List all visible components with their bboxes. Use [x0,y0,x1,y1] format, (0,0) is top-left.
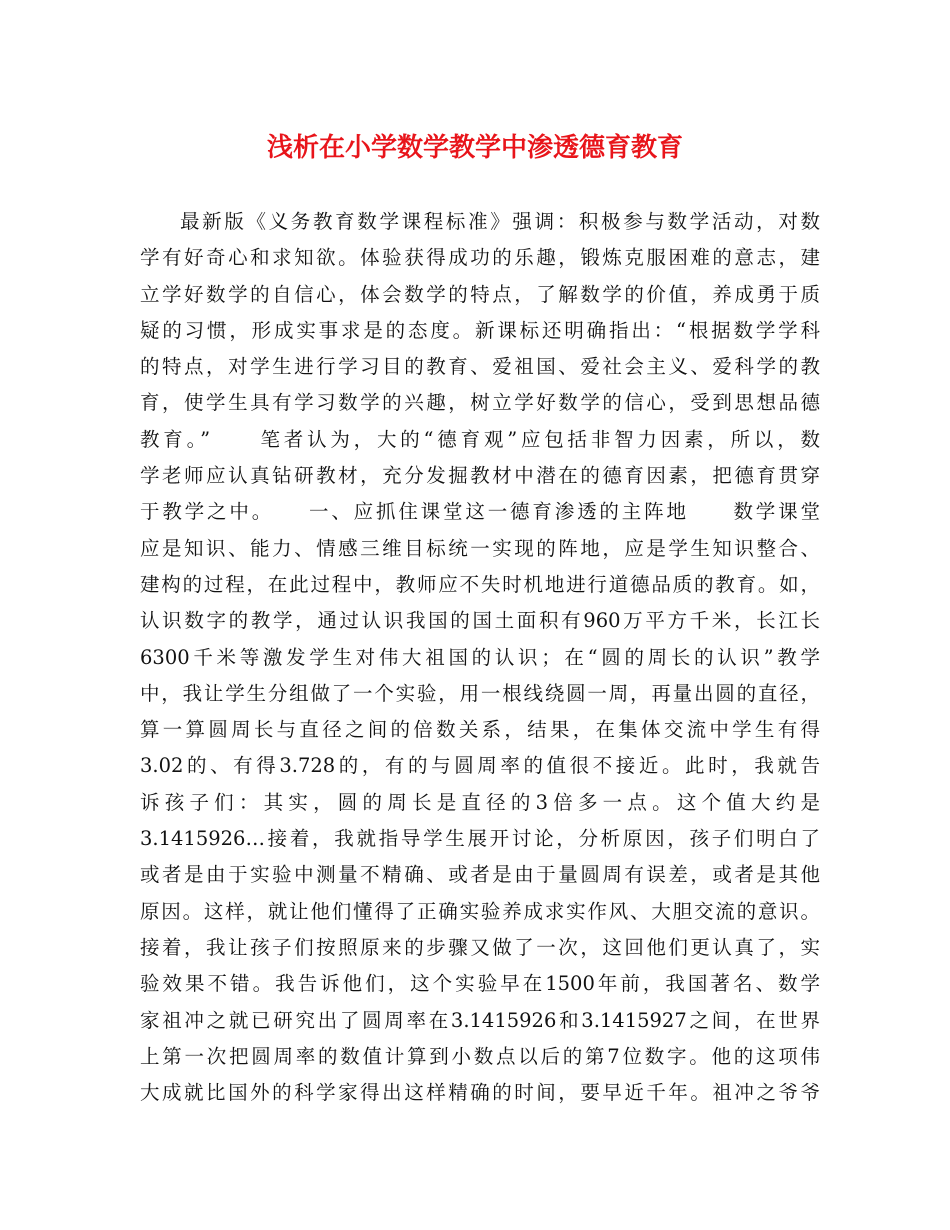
body-line: 疑的习惯，形成实事求是的态度。新课标还明确指出：“根据数学学科 [140,318,820,342]
body-line: 家祖冲之就已研究出了圆周率在3.1415926和3.1415927之间，在世界 [140,1008,820,1032]
body-line: 应是知识、能力、情感三维目标统一实现的阵地，应是学生知识整合、 [140,536,820,560]
document-body [140,204,820,1111]
body-line: 3.1415926…接着，我就指导学生展开讨论，分析原因，孩子们明白了 [140,827,820,851]
body-line: 上第一次把圆周率的数值计算到小数点以后的第7位数字。他的这项伟 [140,1044,820,1068]
body-line: 或者是由于实验中测量不精确、或者是由于量圆周有误差，或者是其他 [140,863,820,887]
body-line: 中，我让学生分组做了一个实验，用一根线绕圆一周，再量出圆的直径， [140,681,820,705]
body-line: 于教学之中。 一、应抓住课堂这一德育渗透的主阵地 数学课堂 [140,500,820,524]
body-line: 大成就比国外的科学家得出这样精确的时间，要早近千年。祖冲之爷爷 [140,1081,820,1105]
body-line: 学有好奇心和求知欲。体验获得成功的乐趣，锻炼克服困难的意志，建 [140,246,820,270]
body-line: 算一算圆周长与直径之间的倍数关系，结果，在集体交流中学生有得 [140,718,820,742]
body-line: 学老师应认真钻研教材，充分发掘教材中潜在的德育因素，把德育贯穿 [140,464,820,488]
body-line: 教育。” 笔者认为，大的“德育观”应包括非智力因素，所以，数 [140,427,820,451]
body-line: 最新版《义务教育数学课程标准》强调：积极参与数学活动，对数 [180,210,820,233]
body-line: 的特点，对学生进行学习目的教育、爱祖国、爱社会主义、爱科学的教 [140,355,820,379]
body-line: 建构的过程，在此过程中，教师应不失时机地进行道德品质的教育。如， [140,572,820,596]
body-line: 验效果不错。我告诉他们，这个实验早在1500年前，我国著名、数学 [140,972,820,996]
body-line: 认识数字的教学，通过认识我国的国土面积有960万平方千米，长江长 [140,609,820,633]
body-line: 3.02的、有得3.728的，有的与圆周率的值很不接近。此时，我就告 [140,754,820,778]
body-line: 育，使学生具有学习数学的兴趣，树立学好数学的信心，受到思想品德 [140,391,820,415]
body-line: 诉孩子们：其实，圆的周长是直径的3倍多一点。这个值大约是 [140,790,820,814]
body-line: 立学好数学的自信心，体会数学的特点，了解数学的价值，养成勇于质 [140,282,820,306]
document-title: 浅析在小学数学教学中渗透德育教育 [266,133,683,163]
body-line: 原因。这样，就让他们懂得了正确实验养成求实作风、大胆交流的意识。 [140,899,820,923]
body-line: 接着，我让孩子们按照原来的步骤又做了一次，这回他们更认真了，实 [140,935,820,959]
body-line: 6300千米等激发学生对伟大祖国的认识；在“圆的周长的认识”教学 [140,645,820,669]
